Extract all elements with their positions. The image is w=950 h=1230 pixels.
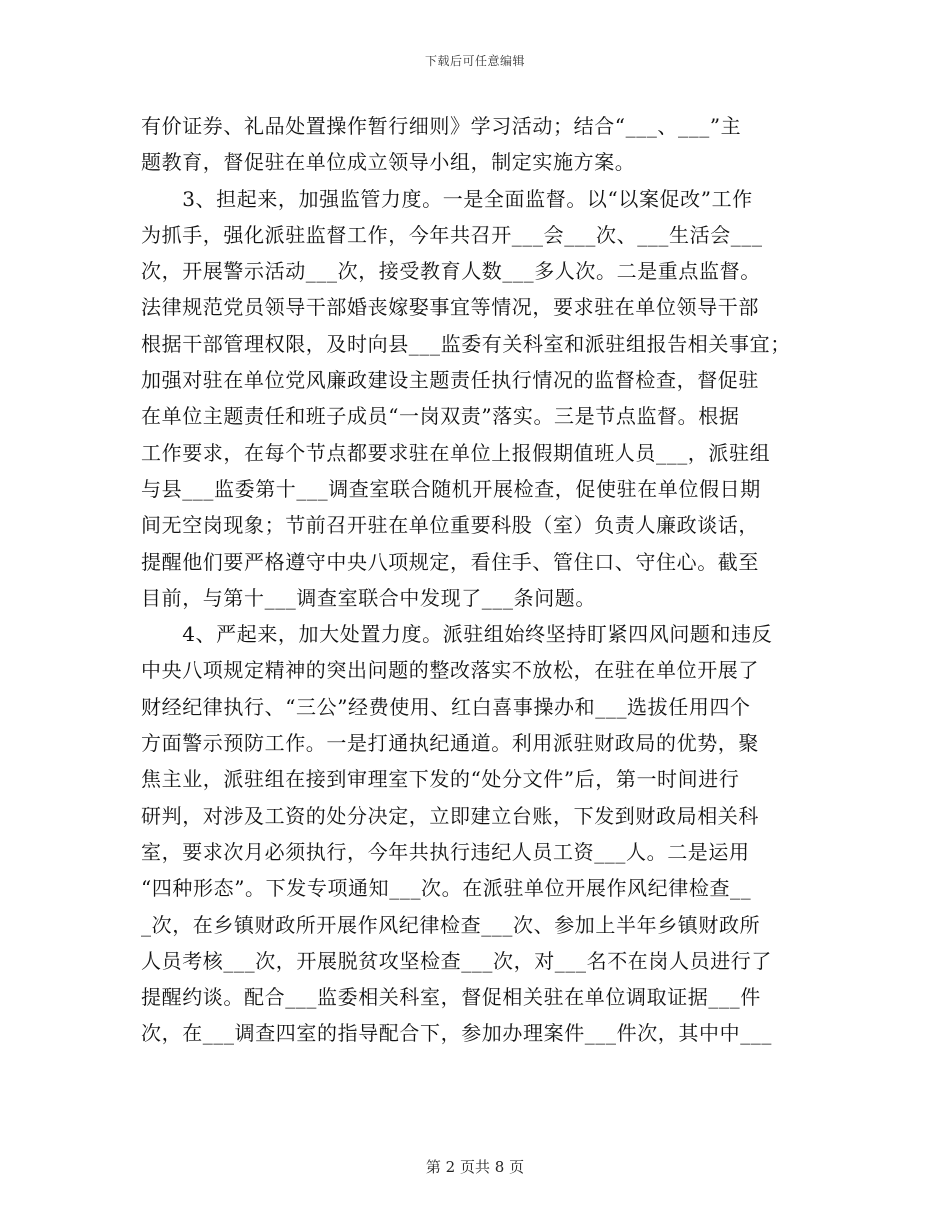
- body-line: 提醒约谈。配合___监委相关科室，督促相关驻在单位调取证据___件: [141, 985, 761, 1010]
- body-line: 财经纪律执行、“三公”经费使用、红白喜事操办和___选拔任用四个: [141, 694, 751, 719]
- body-line: 室，要求次月必须执行，今年共执行违纪人员工资___人。二是运用: [141, 839, 750, 864]
- body-line: 研判，对涉及工资的处分决定，立即建立台账，下发到财政局相关科: [141, 803, 759, 828]
- body-line: 次，开展警示活动___次，接受教育人数___多人次。二是重点监督。: [141, 259, 761, 284]
- body-line: 目前，与第十___调查室联合中发现了___条问题。: [141, 585, 596, 610]
- body-line: 3、担起来，加强监管力度。一是全面监督。以“以案促改”工作: [141, 186, 753, 211]
- page-header-note: 下载后可任意编辑: [424, 54, 525, 68]
- body-line: 题教育，督促驻在单位成立领导小组，制定实施方案。: [141, 150, 636, 175]
- body-line: 焦主业，派驻组在接到审理室下发的“处分文件”后，第一时间进行: [141, 767, 740, 792]
- body-line: 中央八项规定精神的突出问题的整改落实不放松，在驻在单位开展了: [141, 658, 759, 683]
- body-line: 方面警示预防工作。一是打通执纪通道。利用派驻财政局的优势，聚: [141, 731, 759, 756]
- body-line: 4、严起来，加大处置力度。派驻组始终坚持盯紧四风问题和违反: [141, 622, 773, 647]
- body-line: _次，在乡镇财政所开展作风纪律检查___次、参加上半年乡镇财政所: [141, 912, 761, 937]
- body-line: 次，在___调查四室的指导配合下，参加办理案件___件次，其中中___: [141, 1021, 772, 1046]
- body-line: 根据干部管理权限，及时向县___监委有关科室和派驻组报告相关事宜；: [141, 331, 791, 356]
- body-line: “四种形态”。下发专项通知___次。在派驻单位开展作风纪律检查__: [141, 876, 752, 901]
- body-line: 加强对驻在单位党风廉政建设主题责任执行情况的监督检查，督促驻: [141, 368, 759, 393]
- body-line: 为抓手，强化派驻监督工作，今年共召开___会___次、___生活会___: [141, 222, 763, 247]
- body-line: 在单位主题责任和班子成员“一岗双责”落实。三是节点监督。根据: [141, 404, 740, 429]
- body-line: 有价证券、礼品处置操作暂行细则》学习活动；结合“___、___”主: [141, 114, 742, 138]
- body-line: 法律规范党员领导干部婚丧嫁娶事宜等情况，要求驻在单位领导干部: [141, 295, 759, 320]
- body-line: 人员考核___次，开展脱贫攻坚检查___次，对___名不在岗人员进行了: [141, 948, 772, 973]
- body-line: 工作要求，在每个节点都要求驻在单位上报假期值班人员___，派驻组: [141, 440, 771, 465]
- document-body: [141, 108, 809, 1052]
- page-number: 第 2 页共 8 页: [425, 1158, 525, 1176]
- body-line: 提醒他们要严格遵守中央八项规定，看住手、管住口、守住心。截至: [141, 549, 759, 574]
- body-line: 间无空岗现象；节前召开驻在单位重要科股（室）负责人廉政谈话，: [141, 513, 759, 538]
- body-line: 与县___监委第十___调查室联合随机开展检查，促使驻在单位假日期: [141, 476, 761, 501]
